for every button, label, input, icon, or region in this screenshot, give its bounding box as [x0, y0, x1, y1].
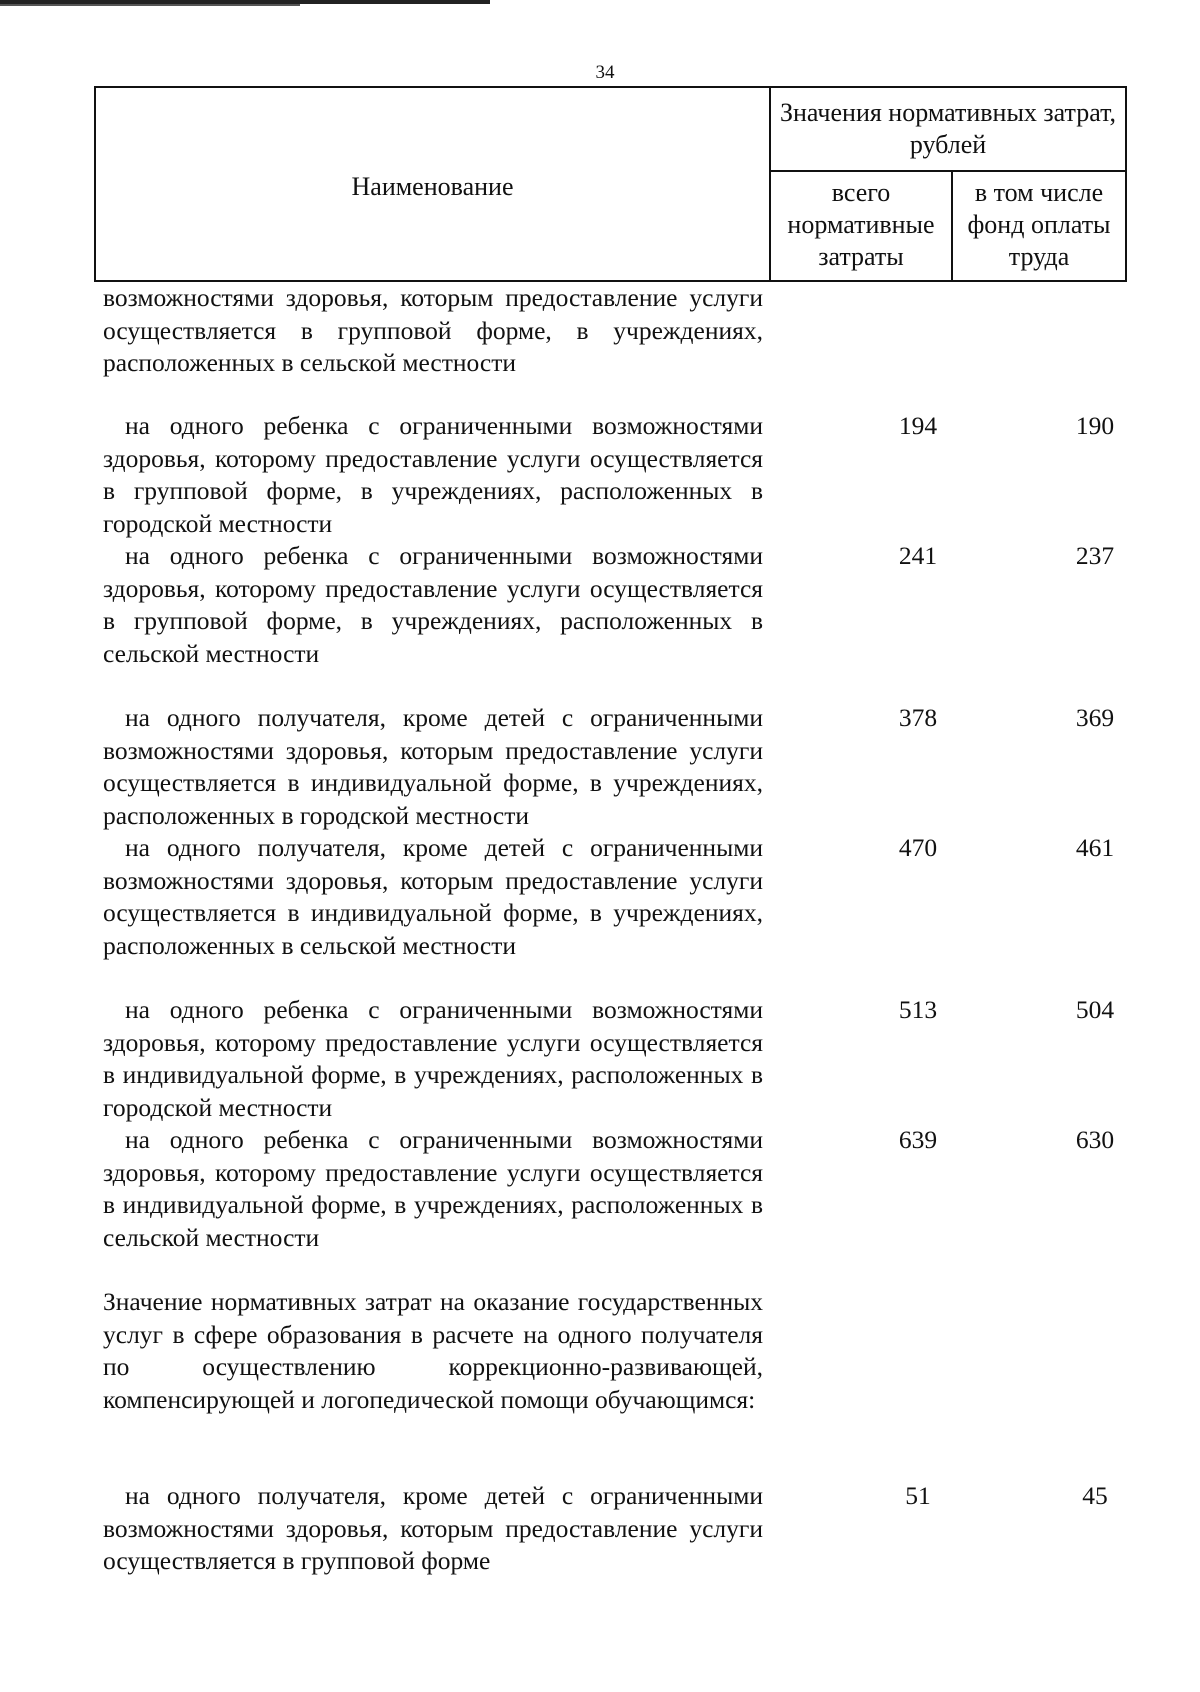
row-total-value: 513	[898, 995, 938, 1024]
row-total-value: 194	[898, 411, 938, 440]
scan-edge	[0, 4, 300, 6]
row-text: на одного ребенка с ограниченными возможностями здоровья, которому предоставление услуги осуществляется в групповой форме, в учреждениях, расположенных в городской местности	[103, 411, 763, 538]
page-number: 34	[595, 62, 615, 83]
row-text: Значение нормативных затрат на оказание государственных услуг в сфере образования в расчете на одного получателя по осуществлению коррекционно-развивающей, компенсирующей и логопедической помощи обучающимся:	[103, 1287, 763, 1414]
row-fot-value: 461	[1075, 833, 1115, 862]
row-fot-value: 504	[1075, 995, 1115, 1024]
row-fot-value: 369	[1075, 703, 1115, 732]
header-name-column	[96, 88, 771, 280]
row-text: на одного ребенка с ограниченными возможностями здоровья, которому предоставление услуги осуществляется в индивидуальной форме, в учреждениях, расположенных в городской местности	[103, 995, 763, 1122]
row-fot-value: 237	[1075, 541, 1115, 570]
row-total-value: 639	[898, 1125, 938, 1154]
row-text: на одного ребенка с ограниченными возможностями здоровья, которому предоставление услуги осуществляется в индивидуальной форме, в учреждениях, расположенных в сельской местности	[103, 1125, 763, 1252]
header-name-label: Наименование	[351, 172, 514, 201]
header-total-column: всего нормативные затраты	[771, 172, 953, 280]
header-values-group: Значения нормативных затрат, рублей	[771, 88, 1125, 172]
row-text: на одного получателя, кроме детей с ограниченными возможностями здоровья, которым предоставление услуги осуществляется в индивидуальной форме, в учреждениях, расположенных в городской местности	[103, 703, 763, 830]
row-fot-value: 45	[1082, 1481, 1108, 1510]
table-header	[94, 86, 1127, 282]
row-text: возможностями здоровья, которым предоставление услуги осуществляется в групповой форме, в учреждениях, расположенных в сельской местности	[103, 283, 763, 377]
row-text: на одного получателя, кроме детей с ограниченными возможностями здоровья, которым предоставление услуги осуществляется в индивидуальной форме, в учреждениях, расположенных в сельской местности	[103, 833, 763, 960]
row-text: на одного получателя, кроме детей с ограниченными возможностями здоровья, которым предоставление услуги осуществляется в групповой форме	[103, 1481, 763, 1575]
row-total-value: 378	[898, 703, 938, 732]
row-total-value: 51	[905, 1481, 931, 1510]
header-fot-column: в том числе фонд оплаты труда	[967, 178, 1111, 271]
row-total-value: 470	[898, 833, 938, 862]
row-fot-value: 190	[1075, 411, 1115, 440]
row-total-value: 241	[898, 541, 938, 570]
row-fot-value: 630	[1075, 1125, 1115, 1154]
row-text: на одного ребенка с ограниченными возможностями здоровья, которому предоставление услуги осуществляется в групповой форме, в учреждениях, расположенных в сельской местности	[103, 541, 763, 668]
